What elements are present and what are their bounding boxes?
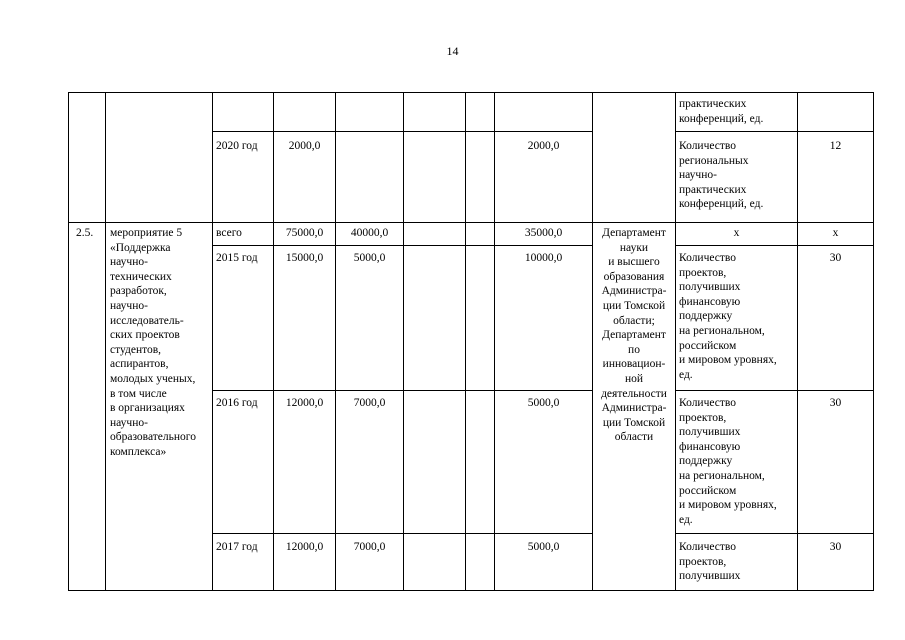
table-border-left <box>68 92 69 591</box>
amount-total-cell: 12000,0 <box>285 541 324 553</box>
indicator-value-cell: х <box>832 227 839 239</box>
column-divider <box>494 92 495 591</box>
amount-cell: 40000,0 <box>350 227 389 239</box>
column-divider <box>105 92 106 591</box>
indicator-value-cell: 30 <box>829 397 842 409</box>
year-cell: 2017 год <box>216 541 258 553</box>
amount-cell: 5000,0 <box>527 397 560 409</box>
row-divider <box>675 131 874 132</box>
year-cell: 2016 год <box>216 397 258 409</box>
column-divider <box>797 92 798 591</box>
amount-total-cell: 2000,0 <box>288 140 321 152</box>
year-cell: 2020 год <box>216 140 258 152</box>
amount-cell: 5000,0 <box>527 541 560 553</box>
amount-cell: 2000,0 <box>527 140 560 152</box>
indicator-cell: практических конференций, ед. <box>679 98 764 125</box>
table-border-top <box>68 92 874 93</box>
column-divider <box>403 92 404 591</box>
amount-cell: 7000,0 <box>353 397 386 409</box>
amount-total-cell: 75000,0 <box>285 227 324 239</box>
indicator-value-cell: 12 <box>829 140 842 152</box>
indicator-cell: Количество региональных научно- практических конференций, ед. <box>679 140 764 211</box>
row-divider <box>212 390 593 391</box>
row-divider <box>675 245 874 246</box>
indicator-cell: Количество проектов, получивших финансовую поддержку на региональном, российском и мировом уровнях, ед. <box>679 397 777 526</box>
column-divider <box>675 92 676 591</box>
indicator-cell: Количество проектов, получивших финансовую поддержку на региональном, российском и мировом уровнях, ед. <box>679 252 777 381</box>
page-number: 14 <box>446 44 459 58</box>
amount-cell: 10000,0 <box>524 252 563 264</box>
row-divider <box>675 533 874 534</box>
activity-name-cell: мероприятие 5 «Поддержка научно- технических разработок, научно- исследователь- ских проектов студентов, аспирантов, молодых ученых, в том числе в организациях научно- образовательного комплекса» <box>110 227 196 458</box>
year-cell: 2015 год <box>216 252 258 264</box>
amount-total-cell: 12000,0 <box>285 397 324 409</box>
amount-cell: 5000,0 <box>353 252 386 264</box>
amount-total-cell: 15000,0 <box>285 252 324 264</box>
amount-cell: 35000,0 <box>524 227 563 239</box>
indicator-value-cell: 30 <box>829 252 842 264</box>
column-divider <box>212 92 213 591</box>
row-divider <box>212 131 593 132</box>
indicator-cell: Количество проектов, получивших <box>679 541 741 583</box>
year-cell: всего <box>216 227 242 239</box>
row-divider <box>68 222 874 223</box>
table-border-bottom <box>68 590 874 591</box>
column-divider <box>273 92 274 591</box>
column-divider <box>335 92 336 591</box>
indicator-value-cell: 30 <box>829 541 842 553</box>
activity-number-cell: 2.5. <box>76 227 94 239</box>
row-divider <box>675 390 874 391</box>
column-divider <box>465 92 466 591</box>
row-divider <box>212 245 593 246</box>
table-border-right <box>873 92 874 591</box>
amount-cell: 7000,0 <box>353 541 386 553</box>
row-divider <box>212 533 593 534</box>
executor-cell: Департамент науки и высшего образования Администра- ции Томской области; Департамент по инновацион- ной деятельности Администра- ции Томской области <box>601 227 667 444</box>
indicator-cell: х <box>733 227 740 239</box>
